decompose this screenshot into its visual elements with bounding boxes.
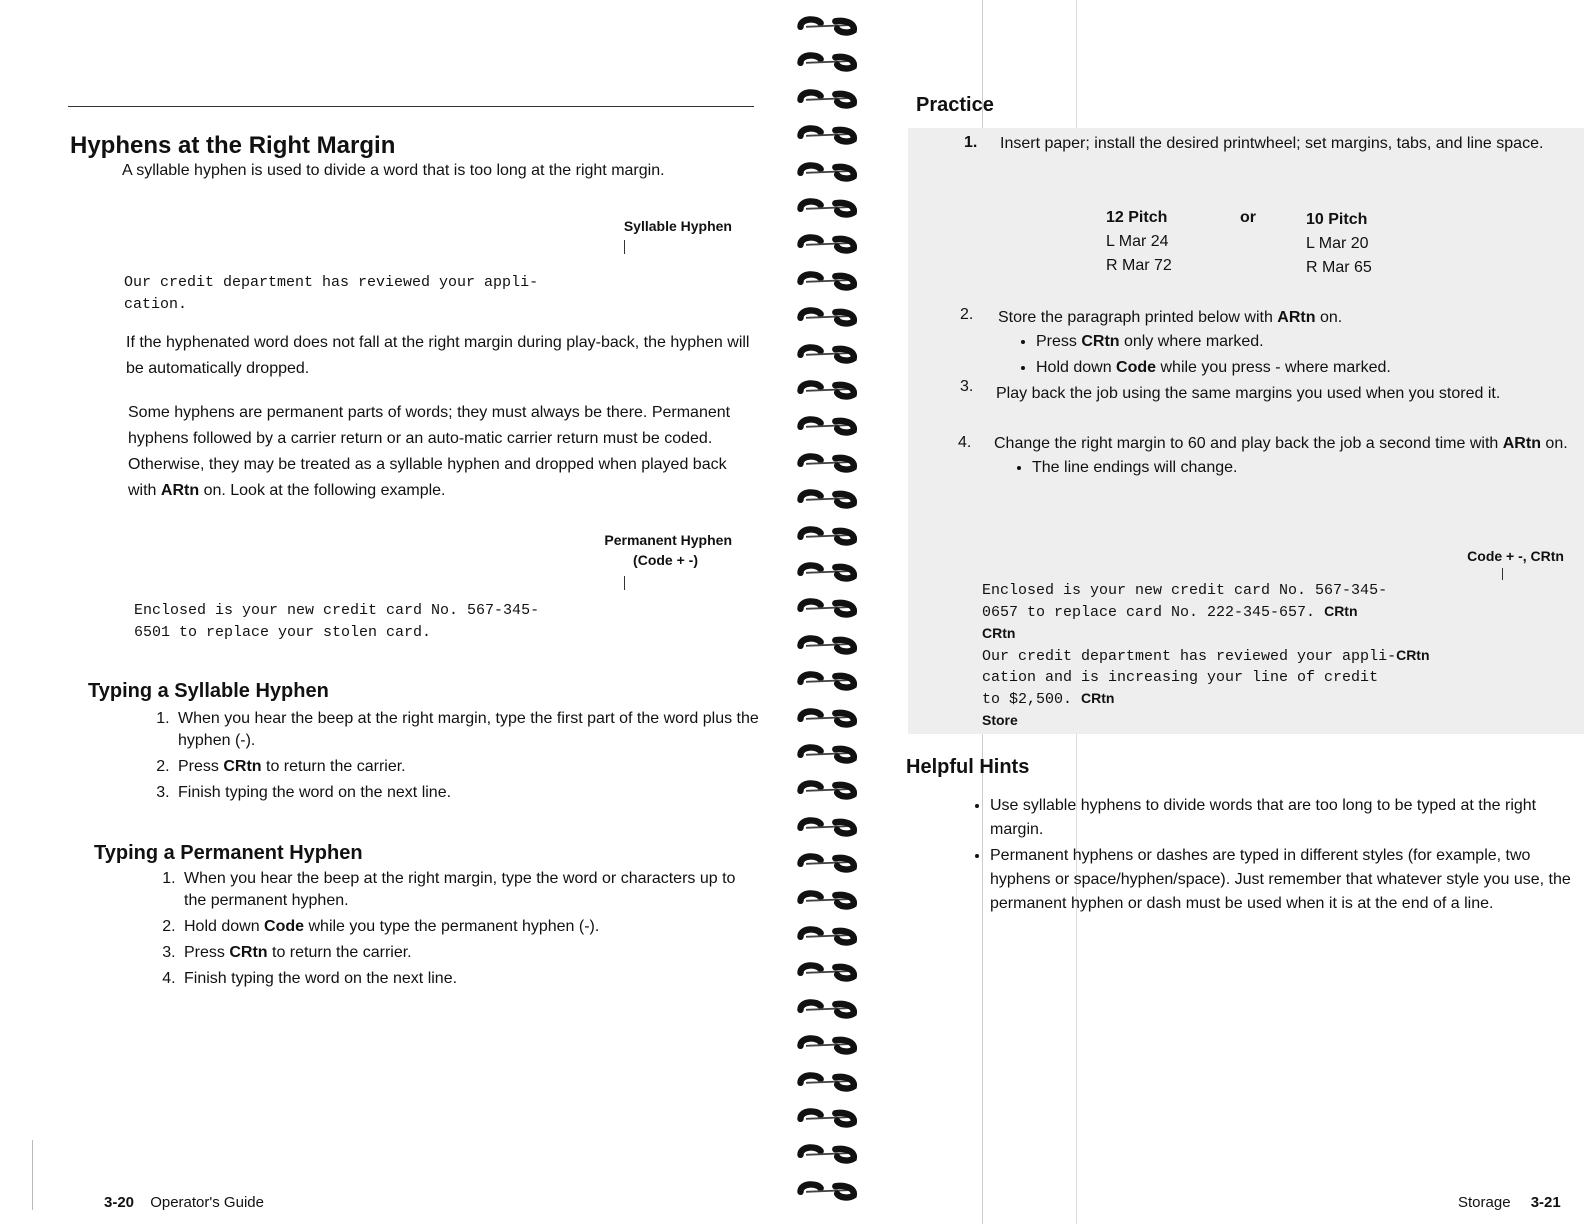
spiral-ring — [790, 232, 866, 254]
spiral-ring — [790, 50, 866, 72]
practice-step-1-num: 1. — [964, 134, 978, 151]
spiral-ring — [790, 1033, 866, 1055]
example-1 — [124, 272, 724, 316]
code-key: Code — [264, 918, 305, 935]
section-title: Hyphens at the Right Margin — [70, 132, 396, 159]
intro-paragraph: A syllable hyphen is used to divide a word that is too long at the right margin. — [122, 162, 665, 179]
ex-line-3: Our credit department has reviewed your appli-CRtn — [982, 647, 1430, 665]
spiral-ring — [790, 997, 866, 1019]
pitch-10 — [1306, 208, 1372, 280]
practice-step-2-bullets — [998, 330, 1578, 380]
margin-mark — [32, 1140, 33, 1210]
bullet-press-crtn: • Press CRtn only where marked. — [1036, 330, 1578, 354]
note-pointer — [1502, 568, 1503, 580]
typing-syllable-steps — [140, 708, 760, 808]
section-rule — [68, 106, 754, 107]
right-footer — [1458, 1194, 1561, 1211]
hint-2: • Permanent hyphens or dashes are typed in different styles (for example, two hyphens or space/hyphen/space). Just remember that whatever style you use, the permanent hyphen or dash must be used when it is at the end of a line. — [990, 844, 1580, 916]
spiral-ring — [790, 451, 866, 473]
practice-box — [908, 128, 1584, 734]
lmar-20: L Mar 20 — [1306, 235, 1369, 252]
bullet-line-endings: • The line endings will change. — [1032, 456, 1584, 480]
pitch-12 — [1106, 206, 1172, 278]
paragraph-3-a: Some hyphens are permanent parts of words; they must always be there. Permanent hyphens followed by a carrier return or an auto-matic carrier return must be coded. Otherwise, they may be treated as a syllable hyphen and dropped when played back with — [128, 404, 731, 499]
paragraph-3-b: on. Look at the following example. — [199, 482, 446, 499]
spiral-binding — [780, 0, 880, 1224]
permanent-hyphen-code: (Code + -) — [633, 552, 698, 568]
example-2-line-1: Enclosed is your new credit card No. 567-345- — [134, 602, 540, 619]
permanent-step-2: 2. Hold down Code while you type the permanent hyphen (-). — [180, 916, 756, 938]
artn-key: ARtn — [160, 482, 200, 499]
syllable-hyphen-label: Syllable Hyphen — [623, 218, 732, 234]
practice-step-4-text: Change the right margin to 60 and play back the job a second time with ARtn on. — [994, 435, 1568, 452]
spiral-ring — [790, 596, 866, 618]
syllable-step-1: 1. When you hear the beep at the right margin, type the first part of the word plus the hyphen (-). — [174, 708, 760, 752]
spiral-ring — [790, 633, 866, 655]
practice-title: Practice — [916, 94, 994, 116]
label-pointer-2 — [624, 576, 625, 590]
spiral-ring — [790, 305, 866, 327]
permanent-hyphen-label: Permanent Hyphen — [604, 532, 732, 548]
helpful-hints — [966, 794, 1580, 918]
practice-step-4-bullets — [994, 456, 1584, 480]
spiral-ring — [790, 742, 866, 764]
rmar-72: R Mar 72 — [1106, 257, 1172, 274]
spiral-ring — [790, 706, 866, 728]
spiral-ring — [790, 888, 866, 910]
practice-example — [982, 580, 1572, 732]
ex-line-2: 0657 to replace card No. 222-345-657. CRtn — [982, 603, 1358, 621]
crtn-key: CRtn — [229, 944, 268, 961]
spiral-ring — [790, 778, 866, 800]
left-page — [0, 0, 780, 1224]
example-2 — [134, 600, 734, 644]
pitch-10-label: 10 Pitch — [1306, 211, 1368, 228]
permanent-step-3: 3. Press CRtn to return the carrier. — [180, 942, 756, 964]
example-2-line-2: 6501 to replace your stolen card. — [134, 624, 432, 641]
spiral-ring — [790, 1106, 866, 1128]
typing-syllable-title: Typing a Syllable Hyphen — [88, 680, 329, 702]
spiral-ring — [790, 87, 866, 109]
label-pointer — [624, 240, 625, 254]
spiral-ring — [790, 196, 866, 218]
spiral-ring — [790, 851, 866, 873]
ex-store: Store — [982, 712, 1018, 728]
right-footer-page: 3-21 — [1530, 1194, 1561, 1211]
spiral-ring — [790, 524, 866, 546]
crtn-key: CRtn — [223, 758, 262, 775]
spiral-ring — [790, 378, 866, 400]
practice-step-2-text: Store the paragraph printed below with ARtn on. — [998, 309, 1343, 326]
spiral-ring — [790, 960, 866, 982]
spiral-ring — [790, 1179, 866, 1201]
rmar-65: R Mar 65 — [1306, 259, 1372, 276]
right-footer-title: Storage — [1458, 1194, 1511, 1211]
example-1-line-1: Our credit department has reviewed your appli- — [124, 274, 539, 291]
paragraph-3 — [128, 400, 754, 504]
right-page — [880, 0, 1584, 1224]
practice-step-2-num: 2. — [960, 306, 974, 323]
practice-step-4 — [994, 432, 1584, 482]
spiral-ring — [790, 1142, 866, 1164]
example-1-line-2: cation. — [124, 296, 188, 313]
spiral-ring — [790, 487, 866, 509]
hint-1: • Use syllable hyphens to divide words that are too long to be typed at the right margin. — [990, 794, 1580, 842]
bullet-hold-code: • Hold down Code while you press - where marked. — [1036, 356, 1578, 380]
permanent-step-1: 1. When you hear the beep at the right margin, type the word or characters up to the permanent hyphen. — [180, 868, 756, 912]
spiral-ring — [790, 14, 866, 36]
practice-step-3-num: 3. — [960, 378, 974, 395]
spiral-ring — [790, 560, 866, 582]
ex-line-5: to $2,500. CRtn — [982, 690, 1115, 708]
spiral-ring — [790, 123, 866, 145]
practice-step-1: Insert paper; install the desired printwheel; set margins, tabs, and line space. — [1000, 135, 1544, 152]
left-footer — [104, 1194, 264, 1211]
spiral-ring — [790, 669, 866, 691]
ex-line-4: cation and is increasing your line of credit — [982, 669, 1379, 686]
helpful-hints-title: Helpful Hints — [906, 756, 1030, 778]
paragraph-2: If the hyphenated word does not fall at the right margin during play-back, the hyphen will be automatically dropped. — [126, 334, 750, 377]
practice-step-2 — [998, 306, 1578, 382]
left-footer-page: 3-20 — [104, 1194, 135, 1211]
ex-crtn-line: CRtn — [982, 625, 1016, 641]
ex-line-1: Enclosed is your new credit card No. 567-345- — [982, 582, 1388, 599]
lmar-24: L Mar 24 — [1106, 233, 1169, 250]
spiral-ring — [790, 815, 866, 837]
spiral-ring — [790, 269, 866, 291]
practice-step-3: Play back the job using the same margins you used when you stored it. — [996, 385, 1501, 402]
left-footer-title: Operator's Guide — [150, 1194, 264, 1211]
pitch-or: or — [1240, 209, 1256, 226]
typing-permanent-steps — [146, 868, 756, 994]
spiral-ring — [790, 342, 866, 364]
spiral-ring — [790, 160, 866, 182]
spiral-ring — [790, 1070, 866, 1092]
syllable-step-2: 2. Press CRtn to return the carrier. — [174, 756, 760, 778]
typing-permanent-title: Typing a Permanent Hyphen — [94, 842, 363, 864]
syllable-step-3: 3. Finish typing the word on the next line. — [174, 782, 760, 804]
practice-step-4-num: 4. — [958, 434, 972, 451]
spiral-ring — [790, 924, 866, 946]
pitch-12-label: 12 Pitch — [1106, 209, 1168, 226]
permanent-step-4: 4. Finish typing the word on the next line. — [180, 968, 756, 990]
code-crtn-note: Code + -, CRtn — [1467, 548, 1564, 564]
spiral-ring — [790, 414, 866, 436]
